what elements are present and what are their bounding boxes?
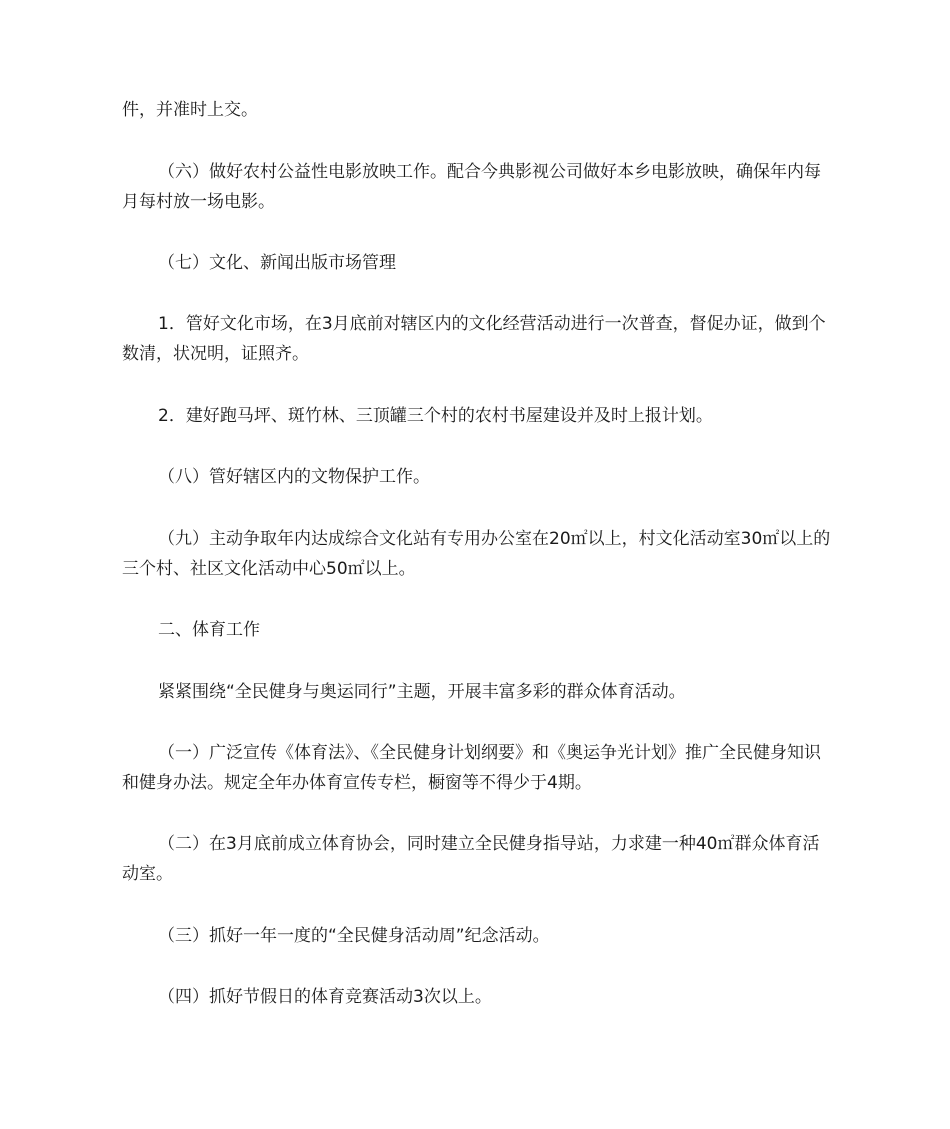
- paragraph-item-8: （八）管好辖区内的文物保护工作。: [158, 467, 430, 487]
- paragraph-sports-intro: 紧紧围绕“全民健身与奥运同行”主题，开展丰富多彩的群众体育活动。: [158, 682, 686, 702]
- paragraph-item-6: （六）做好农村公益性电影放映工作。配合今典影视公司做好本乡电影放映，确保年内每月每村放一场电影。: [122, 162, 821, 212]
- paragraph-subitem-2: 2．建好跑马坪、斑竹林、三顶罐三个村的农村书屋建设并及时上报计划。: [158, 406, 713, 426]
- paragraph-sports-item-4: （四）抓好节假日的体育竞赛活动3次以上。: [158, 987, 492, 1007]
- paragraph-sports-item-1: （一）广泛宣传《体育法》、《全民健身计划纲要》和《奥运争光计划》推广全民健身知识和健身办法。规定全年办体育宣传专栏，橱窗等不得少于4期。: [122, 743, 821, 793]
- paragraph-subitem-1: 1．管好文化市场，在3月底前对辖区内的文化经营活动进行一次普查，督促办证，做到个数清，状况明，证照齐。: [122, 314, 826, 364]
- paragraph-item-9: （九）主动争取年内达成综合文化站有专用办公室在20㎡以上，村文化活动室30㎡以上的三个村、社区文化活动中心50㎡以上。: [122, 529, 831, 579]
- paragraph-continuation: 件，并准时上交。: [122, 100, 258, 120]
- section-heading-sports: 二、体育工作: [158, 620, 260, 640]
- paragraph-sports-item-2: （二）在3月底前成立体育协会，同时建立全民健身指导站，力求建一种40㎡群众体育活动室。: [122, 834, 820, 884]
- paragraph-sports-item-3: （三）抓好一年一度的“全民健身活动周”纪念活动。: [158, 926, 550, 946]
- paragraph-item-7: （七）文化、新闻出版市场管理: [158, 253, 396, 273]
